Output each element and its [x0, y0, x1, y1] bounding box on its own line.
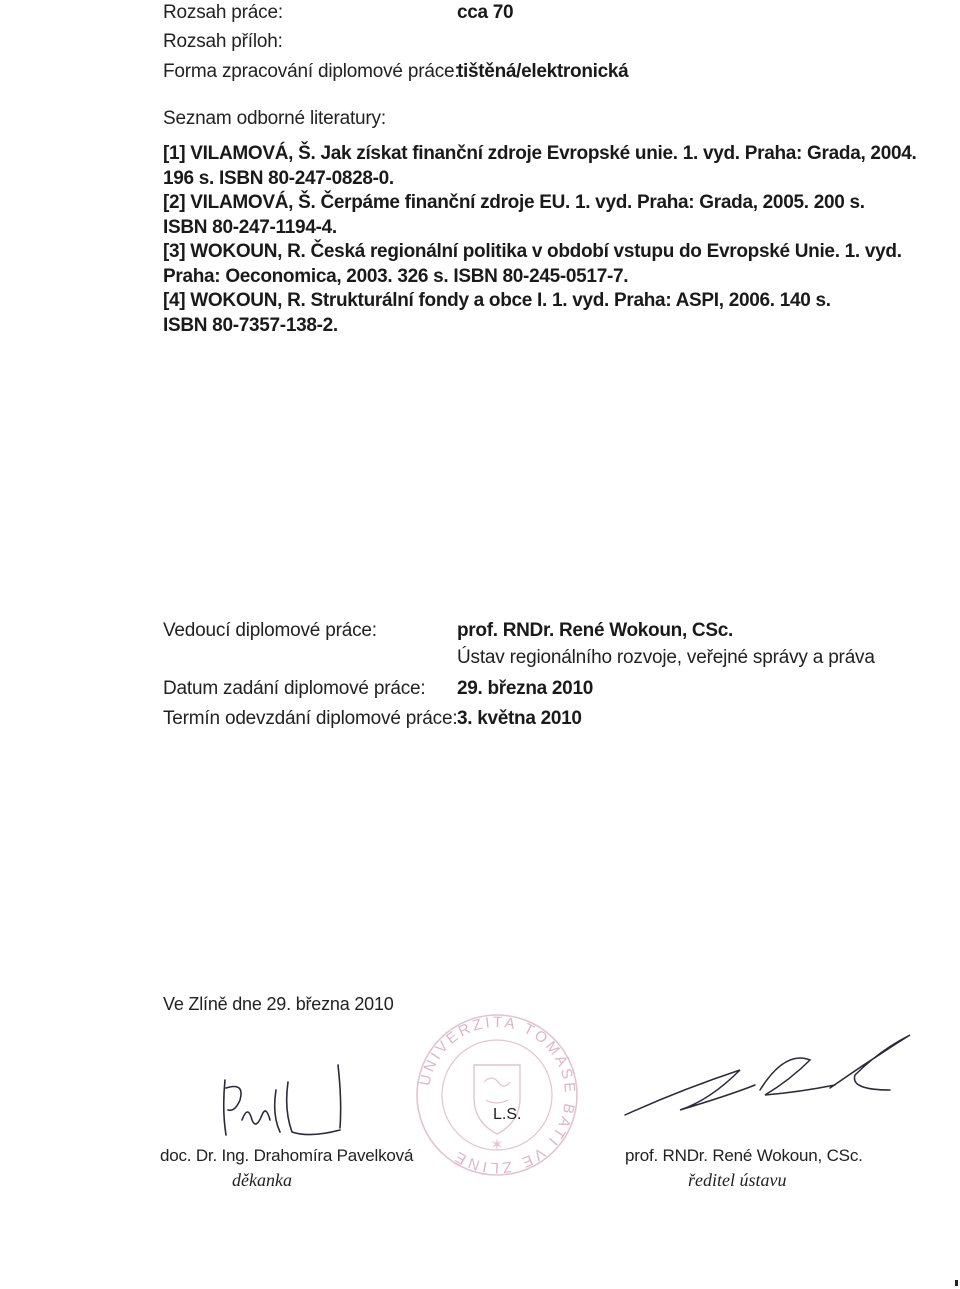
vedouci-label: Vedoucí diplomové práce: — [163, 620, 377, 641]
university-stamp — [412, 1010, 582, 1180]
ustav-value: Ústav regionálního rozvoje, veřejné správy a práva — [457, 647, 875, 668]
literature-list — [163, 142, 916, 338]
scan-speck — [955, 1280, 958, 1286]
termin-label: Termín odevzdání diplomové práce: — [163, 708, 458, 729]
left-signatory-role: děkanka — [232, 1170, 292, 1190]
literature-line: 196 s. ISBN 80-247-0828-0. — [163, 167, 394, 189]
vedouci-value: prof. RNDr. René Wokoun, CSc. — [457, 620, 733, 641]
literature-line: ISBN 80-7357-138-2. — [163, 314, 338, 336]
rozsah-priloh-label: Rozsah příloh: — [163, 31, 283, 52]
literature-line: ISBN 80-247-1194-4. — [163, 216, 337, 238]
literature-heading: Seznam odborné literatury: — [163, 108, 386, 129]
literature-line: [2] VILAMOVÁ, Š. Čerpáme finanční zdroje EU. 1. vyd. Praha: Grada, 2005. 200 s. — [163, 192, 865, 213]
right-signatory-name: prof. RNDr. René Wokoun, CSc. — [625, 1146, 863, 1165]
place-date: Ve Zlíně dne 29. března 2010 — [163, 994, 394, 1014]
left-signature — [190, 1060, 370, 1145]
literature-line: [3] WOKOUN, R. Česká regionální politika v období vstupu do Evropské Unie. 1. vyd. — [163, 241, 902, 262]
forma-label: Forma zpracování diplomové práce: — [163, 61, 460, 82]
right-signatory-role: ředitel ústavu — [688, 1170, 787, 1190]
right-signature — [620, 1030, 920, 1120]
forma-value: tištěná/elektronická — [457, 61, 629, 82]
literature-line: [1] VILAMOVÁ, Š. Jak získat finanční zdroje Evropské unie. 1. vyd. Praha: Grada, 2004. — [163, 143, 917, 164]
literature-line: [4] WOKOUN, R. Strukturální fondy a obce I. 1. vyd. Praha: ASPI, 2006. 140 s. — [163, 290, 831, 311]
rozsah-prace-value: cca 70 — [457, 2, 514, 23]
ls-mark: L.S. — [493, 1106, 522, 1123]
stamp-star: ✶ — [490, 1137, 504, 1154]
literature-line: Praha: Oeconomica, 2003. 326 s. ISBN 80-245-0517-7. — [163, 265, 629, 287]
datum-zadani-value: 29. března 2010 — [457, 678, 593, 699]
rozsah-prace-label: Rozsah práce: — [163, 2, 283, 23]
termin-value: 3. května 2010 — [457, 708, 582, 729]
left-signatory-name: doc. Dr. Ing. Drahomíra Pavelková — [160, 1146, 414, 1165]
stamp-text: UNIVERZITA TOMÁŠE BATI VE ZLÍNĚ — [416, 1013, 579, 1177]
datum-zadani-label: Datum zadání diplomové práce: — [163, 678, 426, 699]
stamp-inner-text — [470, 1053, 471, 1054]
